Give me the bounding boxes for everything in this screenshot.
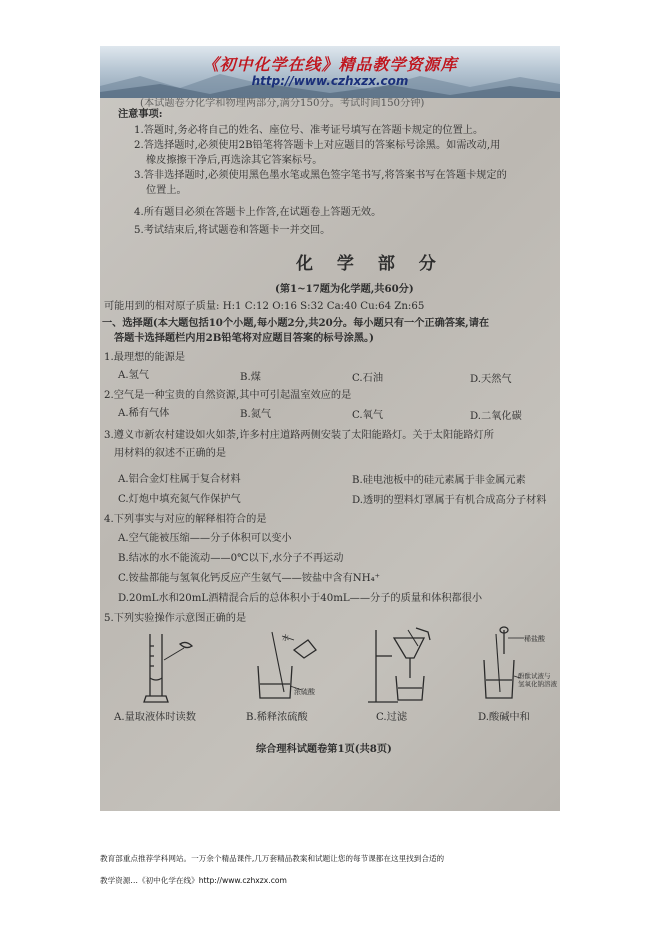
note-item: 2.答选择题时,必须使用2B铅笔将答题卡上对应题目的答案标号涂黑。如需改动,用	[134, 140, 501, 151]
option-1c: C.石油	[352, 373, 384, 384]
note-item: 3.答非选择题时,必须使用黑色墨水笔或黑色签字笔书写,将答案书写在答题卡规定的	[134, 170, 507, 181]
option-2d: D.二氧化碳	[470, 411, 522, 422]
option-1b: B.煤	[240, 372, 261, 383]
option-1d: D.天然气	[470, 374, 512, 385]
option-1a: A.氢气	[118, 370, 149, 381]
atomic-masses: 可能用到的相对原子质量: H:1 C:12 O:16 S:32 Ca:40 Cu:64 Zn:65	[104, 301, 425, 312]
label-conc-acid: 浓硫酸	[294, 688, 315, 696]
option-5d: D.酸碱中和	[478, 712, 530, 723]
label-water: 水	[282, 634, 289, 642]
option-3a: A.铝合金灯柱属于复合材料	[118, 474, 241, 485]
part1-instructions: 答题卡选择题栏内用2B铅笔将对应题目答案的标号涂黑。)	[114, 332, 374, 344]
section-title: 化 学 部 分	[296, 254, 445, 274]
option-4b: B.结冰的水不能流动——0℃以下,水分子不再运动	[118, 553, 344, 564]
option-4a: A.空气能被压缩——分子体积可以变小	[118, 533, 292, 544]
option-5c: C.过滤	[376, 712, 408, 723]
note-item: 5.考试结束后,将试题卷和答题卡一并交回。	[134, 225, 331, 236]
dilute-acid-icon	[238, 626, 328, 708]
option-5a: A.量取液体时读数	[114, 712, 196, 723]
header-cut-text: (本试题卷分化学和物理两部分,满分150分。考试时间150分钟)	[140, 98, 425, 109]
option-3d: D.透明的塑料灯罩属于有机合成高分子材料	[352, 495, 547, 506]
question-4-stem: 4.下列事实与对应的解释相符合的是	[104, 514, 267, 525]
neutralization-icon	[468, 626, 560, 708]
note-item: 1.答题时,务必将自己的姓名、座位号、准考证号填写在答题卡规定的位置上。	[134, 125, 484, 136]
option-2c: C.氧气	[352, 410, 384, 421]
resource-banner	[100, 46, 560, 98]
question-2-stem: 2.空气是一种宝贵的自然资源,其中可引起温室效应的是	[104, 390, 352, 401]
note-item: 橡皮擦擦干净后,再选涂其它答案标号。	[146, 155, 323, 166]
question-3-stem: 用材料的叙述不正确的是	[114, 448, 227, 459]
label-naoh-solution: 氢氧化钠溶液	[518, 680, 557, 688]
option-2b: B.氮气	[240, 409, 272, 420]
banner-title: 《初中化学在线》精品教学资源库	[202, 55, 458, 74]
label-dilute-hcl: 稀盐酸	[524, 635, 545, 643]
promo-text: 教育部重点推荐学科网站。一万余个精品课件,几万套精品教案和试题让您的每节课都在这里找到合适的	[100, 854, 445, 863]
notes-title: 注意事项:	[118, 108, 163, 120]
option-5b: B.稀释浓硫酸	[246, 712, 308, 723]
promo-link[interactable]: 教学资源…《初中化学在线》http://www.czhxzx.com	[100, 876, 287, 885]
note-item: 位置上。	[146, 185, 187, 196]
filtration-icon	[358, 626, 438, 708]
option-4c: C.铵盐都能与氢氧化钙反应产生氨气——铵盐中含有NH₄⁺	[118, 573, 381, 584]
note-item: 4.所有题目必须在答题卡上作答,在试题卷上答题无效。	[134, 207, 382, 218]
option-4d: D.20mL水和20mL酒精混合后的总体积小于40mL——分子的质量和体积都很小	[118, 593, 483, 604]
part1-instructions: 一、选择题(本大题包括10个小题,每小题2分,共20分。每小题只有一个正确答案,请在	[102, 317, 490, 329]
question-3-stem: 3.遵义市新农村建设如火如荼,许多村庄道路两侧安装了太阳能路灯。关于太阳能路灯所	[104, 430, 494, 441]
option-3b: B.硅电池板中的硅元素属于非金属元素	[352, 475, 526, 486]
question-5-stem: 5.下列实验操作示意图正确的是	[104, 613, 247, 624]
exam-paper-photo	[100, 98, 560, 811]
option-2a: A.稀有气体	[118, 408, 170, 419]
option-3c: C.灯炮中填充氮气作保护气	[118, 494, 241, 505]
banner-url-link[interactable]: http://www.czhxzx.com	[251, 74, 409, 88]
question-1-stem: 1.最理想的能源是	[104, 352, 186, 363]
label-phenolphthalein: 酚酞试液与	[518, 672, 551, 680]
page-footer: 综合理科试题卷第1页(共8页)	[256, 743, 392, 755]
cylinder-reading-icon	[122, 626, 202, 708]
section-subtitle: (第1~17题为化学题,共60分)	[275, 283, 414, 295]
